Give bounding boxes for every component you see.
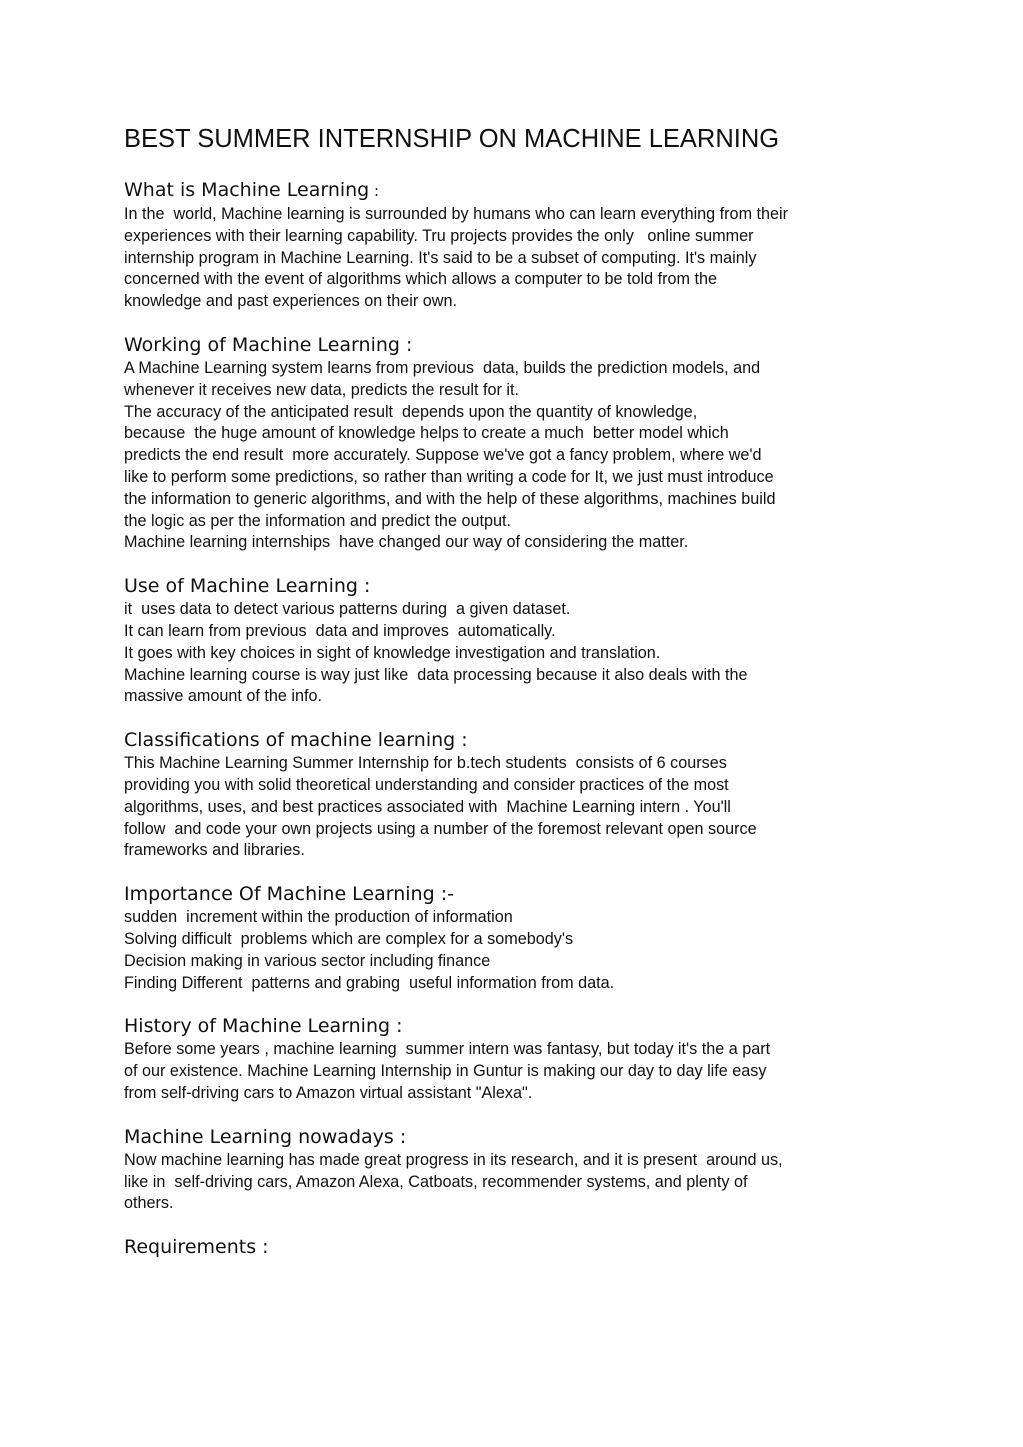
body-text-line: internship program in Machine Learning. It's said to be a subset of computing. It's mainly xyxy=(124,248,757,267)
body-text-line: follow and code your own projects using a number of the foremost relevant open source xyxy=(124,819,757,838)
body-text-line: sudden increment within the production of information xyxy=(124,908,513,927)
body-text-line: like to perform some predictions, so rather than writing a code for It, we just must introduce xyxy=(124,467,774,486)
body-text-line: Now machine learning has made great progress in its research, and it is present around us, xyxy=(124,1150,783,1169)
section-heading xyxy=(124,178,924,203)
section-heading xyxy=(124,882,924,906)
section xyxy=(124,1235,924,1259)
body-text-line: predicts the end result more accurately. Suppose we've got a fancy problem, where we'd xyxy=(124,446,762,465)
body-text-line: Solving difficult problems which are complex for a somebody's xyxy=(124,929,574,948)
section xyxy=(124,1014,924,1104)
section-heading-text: History of Machine Learning : xyxy=(124,1015,403,1038)
section-heading xyxy=(124,333,924,357)
body-text-line: of our existence. Machine Learning Internship in Guntur is making our day to day life easy xyxy=(124,1062,767,1081)
section xyxy=(124,1125,924,1215)
section-heading-text: Machine Learning nowadays : xyxy=(124,1125,407,1148)
body-text-line: Machine learning course is way just like data processing because it also deals with the xyxy=(124,665,748,684)
section-heading-text: Use of Machine Learning : xyxy=(124,575,371,598)
section xyxy=(124,882,924,994)
body-text-line: frameworks and libraries. xyxy=(124,841,305,860)
body-text-line: algorithms, uses, and best practices associated with Machine Learning intern . You'll xyxy=(124,797,731,816)
section-heading-text: Importance Of Machine Learning :- xyxy=(124,883,454,906)
section-heading xyxy=(124,1014,924,1038)
body-text-line: The accuracy of the anticipated result depends upon the quantity of knowledge, xyxy=(124,402,698,421)
body-text-line: knowledge and past experiences on their own. xyxy=(124,292,457,311)
section-heading-text: Requirements : xyxy=(124,1236,269,1259)
section-heading xyxy=(124,1125,924,1149)
body-text-line: because the huge amount of knowledge helps to create a much better model which xyxy=(124,424,729,443)
body-text-line: This Machine Learning Summer Internship for b.tech students consists of 6 courses xyxy=(124,754,727,773)
body-text-line: the logic as per the information and predict the output. xyxy=(124,511,511,530)
section-heading xyxy=(124,728,924,752)
document-sections xyxy=(124,178,924,1259)
section xyxy=(124,574,924,708)
body-text-line: experiences with their learning capability. Tru projects provides the only online summer xyxy=(124,226,754,245)
body-text-line: Decision making in various sector including finance xyxy=(124,951,491,970)
section-heading-colon: : xyxy=(369,182,380,200)
body-text-line: Before some years , machine learning summer intern was fantasy, but today it's the a part xyxy=(124,1040,771,1059)
body-text-line: concerned with the event of algorithms which allows a computer to be told from the xyxy=(124,270,717,289)
document-page xyxy=(124,122,924,1279)
document-title: BEST SUMMER INTERNSHIP ON MACHINE LEARNING xyxy=(124,125,780,153)
body-text-line: others. xyxy=(124,1194,174,1213)
section xyxy=(124,333,924,554)
body-text-line: massive amount of the info. xyxy=(124,687,322,706)
body-text-line: It can learn from previous data and improves automatically. xyxy=(124,621,556,640)
body-text-line: from self-driving cars to Amazon virtual assistant "Alexa". xyxy=(124,1083,533,1102)
section-heading-text: What is Machine Learning xyxy=(124,179,370,201)
body-text-line: the information to generic algorithms, and with the help of these algorithms, machines build xyxy=(124,489,776,508)
body-text-line: A Machine Learning system learns from previous data, builds the prediction models, and xyxy=(124,358,761,377)
section-heading xyxy=(124,574,924,598)
body-text-line: it uses data to detect various patterns during a given dataset. xyxy=(124,600,571,619)
body-text-line: like in self-driving cars, Amazon Alexa, Catboats, recommender systems, and plenty of xyxy=(124,1172,748,1191)
body-text-line: Finding Different patterns and grabing useful information from data. xyxy=(124,973,615,992)
section-heading xyxy=(124,1235,924,1259)
body-text-line: In the world, Machine learning is surrounded by humans who can learn everything from their xyxy=(124,205,789,223)
section-heading-text: Working of Machine Learning : xyxy=(124,333,413,356)
section xyxy=(124,728,924,862)
body-text-line: whenever it receives new data, predicts the result for it. xyxy=(124,380,519,399)
body-text-line: It goes with key choices in sight of knowledge investigation and translation. xyxy=(124,643,661,662)
body-text-line: Machine learning internships have changed our way of considering the matter. xyxy=(124,533,689,552)
section-heading-text: Classifications of machine learning : xyxy=(124,729,468,752)
section xyxy=(124,178,924,313)
body-text-line: providing you with solid theoretical understanding and consider practices of the most xyxy=(124,775,729,794)
